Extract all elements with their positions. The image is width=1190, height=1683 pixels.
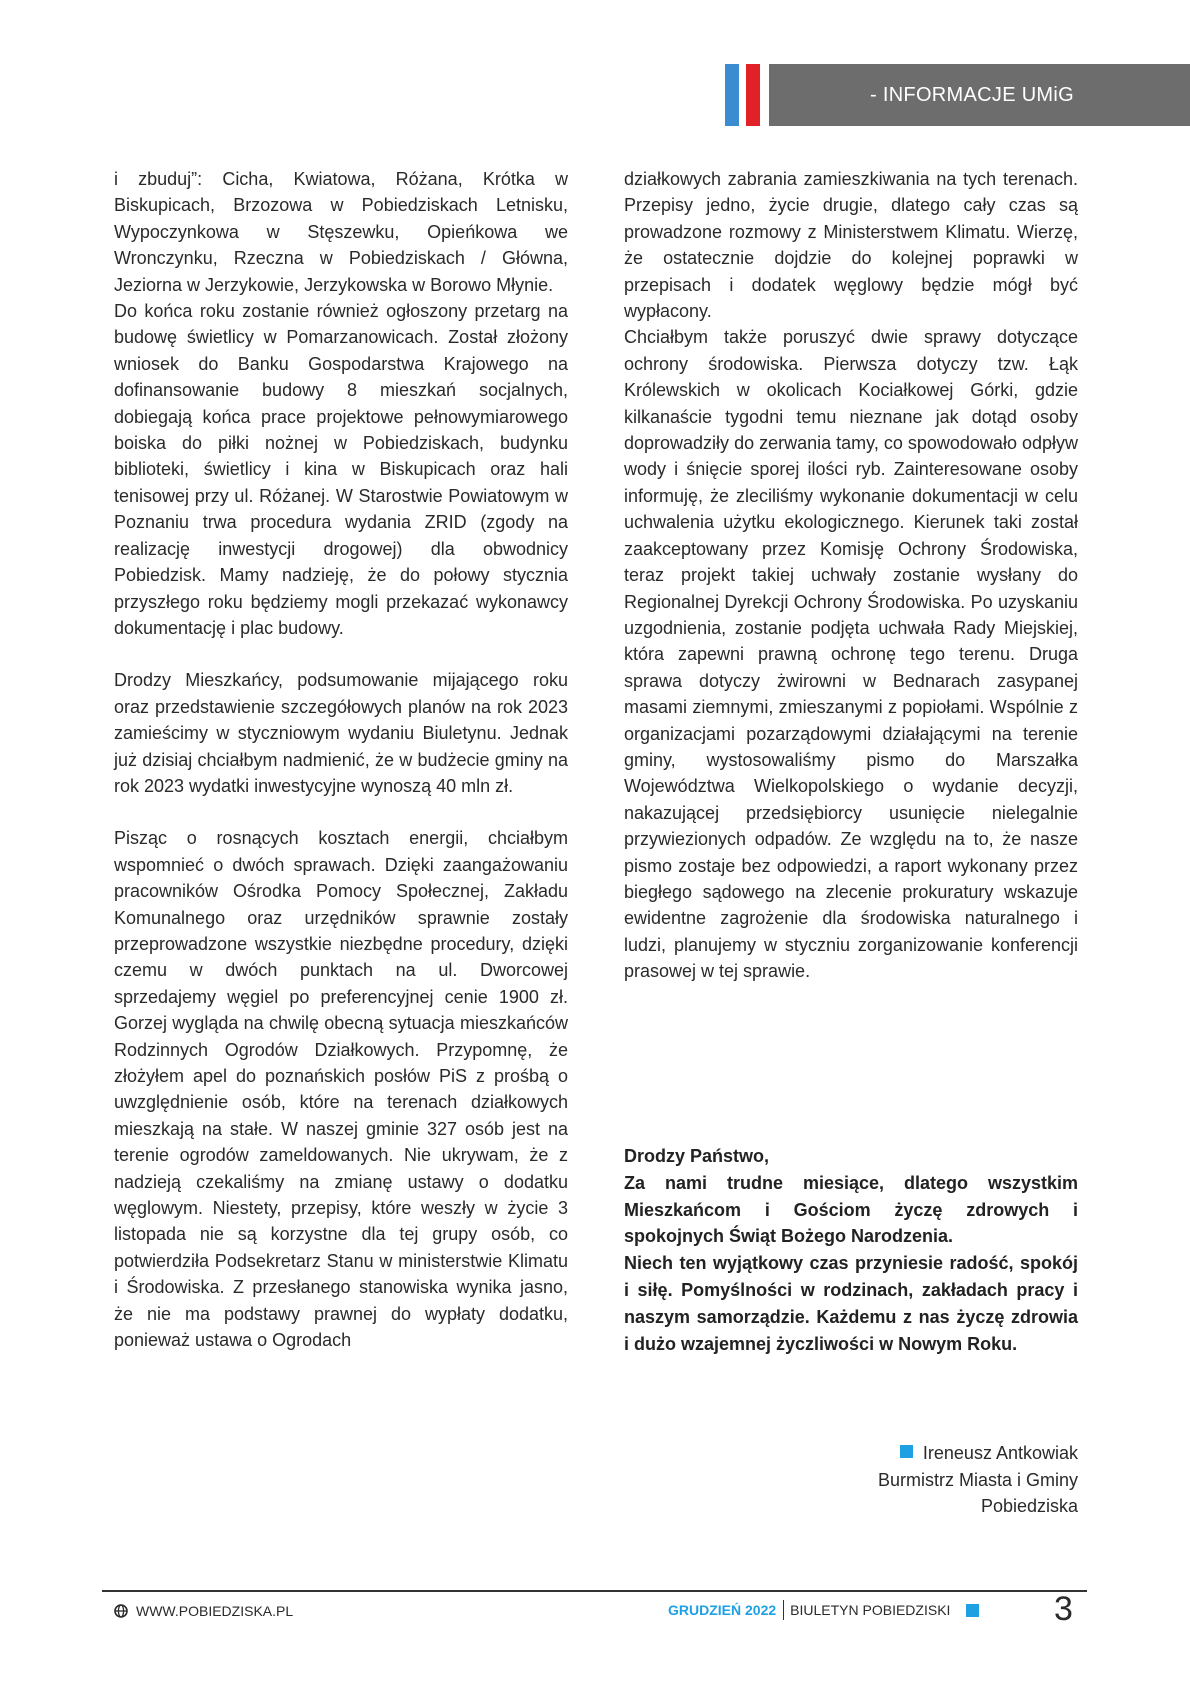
- red-stripe: [746, 64, 760, 126]
- paragraph: i zbuduj”: Cicha, Kwiatowa, Różana, Krótka w Biskupicach, Brzozowa w Pobiedziskach Letnisku, Wypoczynkowa w Stęszewku, Opieńkowa we Wronczynku, Rzeczna w Pobiedziskach / Główna, Jeziorna w Jerzykowie, Jerzykowska w Borowo Młynie.: [114, 169, 568, 295]
- paragraph: Do końca roku zostanie również ogłoszony przetarg na budowę świetlicy w Pomarzanowicach. Został złożony wniosek do Banku Gospodarstwa Krajowego na dofinansowanie budowy 8 mieszkań socjalnych, dobiegają końca prace projektowe pełnowymiarowego boiska do piłki nożnej w Pobiedziskach, budynku biblioteki, świetlicy i kina w Biskupicach oraz hali tenisowej przy ul. Różanej. W Starostwie Powiatowym w Poznaniu trwa procedura wydania ZRID (zgody na realizację inwestycji drogowej) dla obwodnicy Pobiedzisk. Mamy nadzieję, że do połowy stycznia przyszłego roku będziemy mogli przekazać wykonawcy dokumentację i plac budowy.: [114, 301, 568, 638]
- issue-date: GRUDZIEŃ 2022: [668, 1602, 777, 1618]
- footer-divider: [102, 1590, 1087, 1592]
- signature: [878, 1440, 1078, 1520]
- section-header: [725, 64, 1190, 126]
- signature-title: Burmistrz Miasta i Gminy: [877, 1469, 1078, 1490]
- globe-icon: [114, 1604, 128, 1618]
- paragraph: Chciałbym także poruszyć dwie sprawy dotyczące ochrony środowiska. Pierwsza dotyczy tzw. Łąk Królewskich w okolicach Kociałkowej Górki, gdzie kilkanaście tygodni temu nieznane jak dotąd osoby doprowadziły do zerwania tamy, co spowodowało odpływ wody i śnięcie sporej ilości ryb. Zainteresowane osoby informuję, że zleciliśmy wykonanie dokumentacji w celu uchwalenia użytku ekologicznego. Kierunek taki został zaakceptowany przez Komisję Ochrony Środowiska, teraz projekt takiej uchwały zostanie wysłany do Regionalnej Dyrekcji Ochrony Środowiska. Po uzyskaniu uzgodnienia, zostanie podjęta uchwała Rady Miejskiej, która zapewni prawną ochronę tego terenu. Druga sprawa dotyczy żwirowni w Bednarach zasypanej masami ziemnymi, zmieszanymi z popiołami. Wspólnie z organizacjami pozarządowymi działającymi na terenie gminy, wystosowaliśmy pismo do Marszałka Województwa Wielkopolskiego o wydanie decyzji, nakazującej przedsiębiorcy usunięcie nielegalnie przywiezionych odpadów. Ze względu na to, że nasze pismo zostaje bez odpowiedzi, a raport wykonany przez biegłego sądowego na zlecenie prokuratury wskazuje ewidentne zagrożenie dla środowiska naturalnego i ludzi, planujemy w styczniu zorganizowanie konferencji prasowej w tej sprawie.: [624, 327, 1078, 982]
- footer-website[interactable]: [114, 1603, 293, 1619]
- paragraph: Pisząc o rosnących kosztach energii, chciałbym wspomnieć o dwóch sprawach. Dzięki zaangażowaniu pracowników Ośrodka Pomocy Społecznej, Zakładu Komunalnego oraz urzędników sprawnie zostały przeprowadzone wszystkie niezbędne procedury, dzięki czemu w dwóch punktach na ul. Dworcowej sprzedajemy węgiel po preferencyjnej cenie 1900 zł. Gorzej wygląda na chwilę obecną sytuacja mieszkańców Rodzinnych Ogrodów Działkowych. Przypomnę, że złożyłem apel do poznańskich posłów PiS z prośbą o uwzględnienie osób, które na terenach działkowych mieszkają na stałe. W naszej gminie 327 osób jest na terenie ogrodów zameldowanych. Nie ukrywam, że z nadzieją czekaliśmy na zmianę ustawy o dodatku węglowym. Niestety, przepisy, które weszły w życie 3 listopada nie są korzystne dla tej grupy osób, co potwierdziła Podsekretarz Stanu w ministerstwie Klimatu i Środowiska. Z przesłanego stanowiska wynika jasno, że nie ma podstawy prawnej do wypłaty dodatku, ponieważ ustawa o Ogrodach: [114, 828, 568, 1351]
- greeting-text: Niech ten wyjątkowy czas przyniesie radość, spokój i siłę. Pomyślności w rodzinach, zakładach pracy i naszym samorządzie. Każdemu z nas życzę zdrowia i dużo wzajemnej życzliwości w Nowym Roku.: [624, 1253, 1078, 1354]
- paragraph: działkowych zabrania zamieszkiwania na tych terenach. Przepisy jedno, życie drugie, dlatego cały czas są prowadzone rozmowy z Ministerstwem Klimatu. Wierzę, że ostatecznie dojdzie do kolejnej poprawki w przepisach i dodatek węglowy będzie mógł być wypłacony.: [624, 169, 1078, 322]
- blue-stripe: [725, 64, 739, 126]
- signature-place: Pobiedziska: [980, 1496, 1078, 1516]
- section-title: - INFORMACJE UMiG: [870, 84, 1074, 106]
- separator: [783, 1600, 784, 1620]
- header-bar: [769, 64, 1190, 126]
- page-number: 3: [1054, 1590, 1073, 1628]
- right-column: [624, 166, 1078, 985]
- square-bullet-icon: [966, 1604, 979, 1617]
- footer-issue-info: [668, 1600, 979, 1620]
- square-bullet-icon: [900, 1445, 913, 1458]
- paragraph: Drodzy Mieszkańcy, podsumowanie mijającego roku oraz przedstawienie szczegółowych planów na rok 2023 zamieścimy w styczniowym wydaniu Biuletynu. Jednak już dzisiaj chciałbym nadmienić, że w budżecie gminy na rok 2023 wydatki inwestycyjne wynoszą 40 mln zł.: [114, 670, 568, 796]
- holiday-greeting: [624, 1143, 1078, 1357]
- left-column: [114, 166, 568, 1353]
- website-link[interactable]: WWW.POBIEDZISKA.PL: [136, 1603, 294, 1619]
- publication-name: BIULETYN POBIEDZISKI: [790, 1602, 951, 1618]
- greeting-text: Za nami trudne miesiące, dlatego wszystkim Mieszkańcom i Gościom życzę zdrowych i spokojnych Świąt Bożego Narodzenia.: [624, 1172, 1078, 1247]
- greeting-salutation: Drodzy Państwo,: [624, 1146, 770, 1166]
- signature-name: Ireneusz Antkowiak: [922, 1443, 1078, 1463]
